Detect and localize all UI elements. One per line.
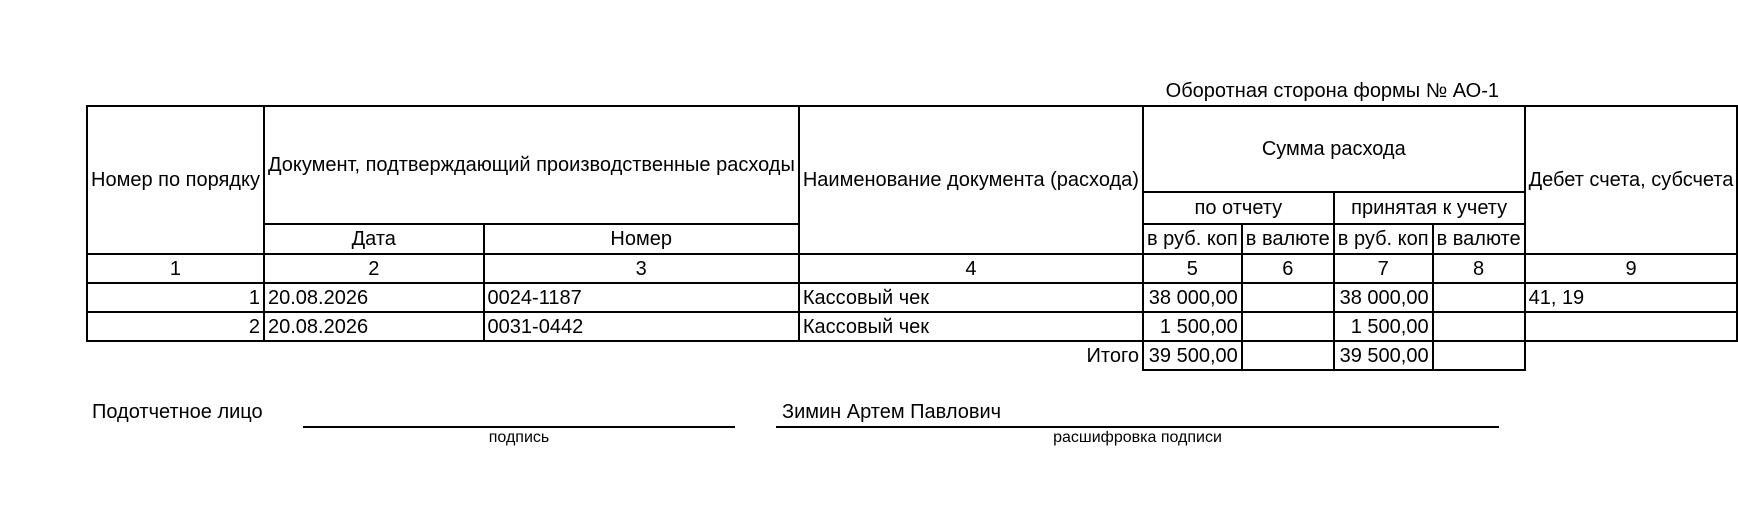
row-accepted-rub: 1 500,00: [1334, 312, 1433, 341]
row-debit: 41, 19: [1525, 283, 1738, 312]
row-doc-name: Кассовый чек: [799, 312, 1143, 341]
col-number: 1: [87, 254, 264, 283]
header-doc-number: Номер: [484, 224, 799, 254]
table-row: [87, 283, 1737, 312]
col-number: 7: [1334, 254, 1433, 283]
header-debit: Дебет счета, субсчета: [1525, 106, 1738, 254]
col-number: 3: [484, 254, 799, 283]
signature-line: [303, 426, 735, 428]
header-order-no: Номер по порядку: [87, 106, 264, 254]
row-report-cur: [1242, 312, 1334, 341]
row-report-rub: 1 500,00: [1143, 312, 1242, 341]
header-rub-kop-2: в руб. коп: [1334, 224, 1433, 254]
name-caption: расшифровка подписи: [1053, 429, 1222, 446]
row-date: 20.08.2026: [264, 312, 484, 341]
total-accepted-cur: [1433, 341, 1525, 370]
row-no: 2: [87, 312, 264, 341]
row-doc-name: Кассовый чек: [799, 283, 1143, 312]
row-no: 1: [87, 283, 264, 312]
row-doc-number: 0024-1187: [484, 283, 799, 312]
col-number: 5: [1143, 254, 1242, 283]
total-empty: [1525, 341, 1738, 370]
col-number: 4: [799, 254, 1143, 283]
total-row: [87, 341, 1737, 370]
header-document: Документ, подтверждающий производственные расходы: [264, 106, 799, 224]
col-number: 8: [1433, 254, 1525, 283]
header-expense-sum: Сумма расхода: [1143, 106, 1525, 192]
col-number: 6: [1242, 254, 1334, 283]
row-accepted-cur: [1433, 283, 1525, 312]
row-accepted-rub: 38 000,00: [1334, 283, 1433, 312]
row-debit: [1525, 312, 1738, 341]
header-doc-name: Наименование документа (расхода): [799, 106, 1143, 254]
total-report-cur: [1242, 341, 1334, 370]
row-accepted-cur: [1433, 312, 1525, 341]
row-date: 20.08.2026: [264, 283, 484, 312]
expense-table: [86, 105, 1738, 371]
form-title: Оборотная сторона формы № АО-1: [1165, 80, 1499, 102]
signature-caption: подпись: [488, 429, 550, 446]
signer-name: Зимин Артем Павлович: [782, 401, 1002, 423]
total-label: Итого: [1086, 345, 1139, 367]
accountable-person-label: Подотчетное лицо: [92, 401, 263, 423]
col-number: 2: [264, 254, 484, 283]
header-doc-date: Дата: [264, 224, 484, 254]
row-report-cur: [1242, 283, 1334, 312]
row-doc-number: 0031-0442: [484, 312, 799, 341]
table-row: [87, 312, 1737, 341]
total-accepted-rub: 39 500,00: [1334, 341, 1433, 370]
header-accepted: принятая к учету: [1334, 192, 1525, 224]
col-number: 9: [1525, 254, 1738, 283]
header-currency-2: в валюте: [1433, 224, 1525, 254]
header-currency-1: в валюте: [1242, 224, 1334, 254]
row-report-rub: 38 000,00: [1143, 283, 1242, 312]
total-report-rub: 39 500,00: [1143, 341, 1242, 370]
column-numbers-row: [87, 254, 1737, 283]
header-rub-kop-1: в руб. коп: [1143, 224, 1242, 254]
name-line: [776, 426, 1499, 428]
header-per-report: по отчету: [1143, 192, 1334, 224]
